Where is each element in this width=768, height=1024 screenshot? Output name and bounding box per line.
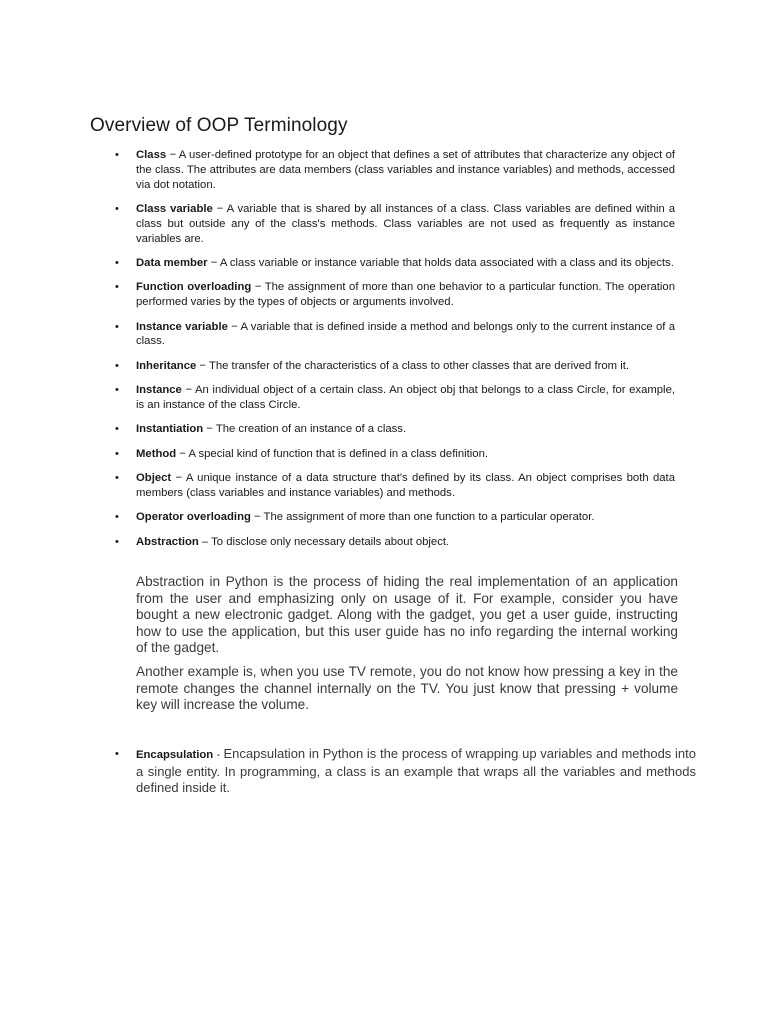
- term-name: Class: [136, 149, 167, 161]
- list-item-instance: [115, 383, 675, 413]
- term-name: Class variable: [136, 202, 213, 215]
- term-definition: An individual object of a certain class. An object obj that belongs to a class Circle, for example, is an instance of the class Circle.: [136, 384, 675, 411]
- list-item-instance-variable: [115, 320, 675, 350]
- bullet-icon: •: [115, 320, 119, 333]
- list-item-object: [115, 471, 675, 501]
- term-name: Instance: [136, 384, 182, 397]
- term-definition: The assignment of more than one behavior to a particular function. The operation performed varies by the types of objects or arguments involved.: [136, 281, 675, 309]
- term-separator: −: [227, 320, 241, 333]
- list-item-function-overloading: [115, 280, 675, 310]
- term-name: Operator overloading: [136, 511, 251, 524]
- bullet-icon: •: [115, 535, 119, 548]
- bullet-icon: •: [115, 511, 119, 524]
- bullet-icon: •: [115, 149, 119, 161]
- term-definition: A class variable or instance variable that holds data associated with a class and its objects.: [219, 256, 674, 269]
- term-separator: −: [196, 359, 209, 372]
- term-separator: –: [198, 535, 212, 548]
- list-item-operator-overloading: [115, 510, 675, 525]
- bullet-icon: •: [115, 281, 119, 294]
- bullet-icon: •: [115, 256, 119, 269]
- term-name: Method: [136, 447, 177, 460]
- term-definition: A special kind of function that is defined in a class definition.: [188, 447, 488, 460]
- term-name: Encapsulation: [136, 749, 214, 761]
- term-definition: The creation of an instance of a class.: [215, 423, 407, 436]
- term-name: Instantiation: [136, 423, 204, 436]
- list-item-class-variable: [115, 202, 675, 246]
- list-item-class: [115, 148, 675, 192]
- bullet-icon: •: [115, 423, 119, 436]
- list-item-instantiation: [115, 422, 675, 437]
- term-separator: −: [166, 149, 179, 161]
- list-item-inheritance: [115, 359, 675, 374]
- term-separator: −: [176, 447, 189, 460]
- bullet-icon: •: [115, 384, 119, 397]
- term-separator: −: [171, 472, 186, 485]
- term-separator: −: [181, 384, 196, 397]
- term-name: Inheritance: [136, 359, 197, 372]
- term-definition: To disclose only necessary details about object.: [211, 535, 450, 548]
- term-definition: A variable that is shared by all instances of a class. Class variables are defined within a class but outside any of the class's methods. Class variables are not used as frequently as instance variables are.: [136, 202, 675, 245]
- term-definition: A user-defined prototype for an object that defines a set of attributes that characterize any object of the class. The attributes are data members (class variables and instance variables) and methods, accessed via dot notation.: [136, 149, 675, 191]
- term-definition: The assignment of more than one function to a particular operator.: [263, 511, 595, 524]
- bullet-icon: •: [115, 748, 119, 760]
- term-name: Object: [136, 472, 172, 485]
- term-definition: A variable that is defined inside a method and belongs only to the current instance of a class.: [136, 320, 675, 348]
- term-separator: −: [207, 256, 220, 269]
- term-separator: -: [213, 749, 224, 761]
- term-separator: −: [203, 423, 216, 436]
- terminology-list: [115, 148, 675, 559]
- term-separator: −: [251, 281, 265, 294]
- abstraction-paragraph-1: Abstraction in Python is the process of hiding the real implementation of an application from the user and emphasizing only on usage of it. For example, consider you have bought a new electronic gadget. Along with the gadget, you get a user guide, instructing how to use the application, but this user guide has no info regarding the internal working of the gadget.: [136, 574, 678, 656]
- term-definition: A unique instance of a data structure that's defined by its class. An object comprises both data members (class variables and instance variables) and methods.: [136, 472, 675, 499]
- abstraction-paragraph-2: Another example is, when you use TV remote, you do not know how pressing a key in the remote changes the channel internally on the TV. You just know that pressing + volume key will increase the volume.: [136, 664, 678, 713]
- page-title: Overview of OOP Terminology: [90, 115, 348, 136]
- bullet-icon: •: [115, 472, 119, 485]
- bullet-icon: •: [115, 447, 119, 460]
- list-item-abstraction: [115, 535, 675, 550]
- term-name: Instance variable: [136, 320, 228, 333]
- term-name: Data member: [136, 256, 208, 269]
- bullet-icon: •: [115, 359, 119, 372]
- list-item-data-member: [115, 256, 675, 271]
- term-separator: −: [212, 202, 227, 215]
- term-definition: Encapsulation in Python is the process of wrapping up variables and methods into a single entity. In programming, a class is an example that wraps all the variables and methods defined inside it.: [136, 746, 696, 796]
- term-name: Abstraction: [136, 535, 199, 548]
- term-name: Function overloading: [136, 281, 252, 294]
- term-separator: −: [250, 511, 264, 524]
- bullet-icon: •: [115, 202, 119, 215]
- list-item-encapsulation: [115, 746, 696, 797]
- list-item-method: [115, 447, 675, 462]
- term-definition: The transfer of the characteristics of a class to other classes that are derived from it.: [208, 359, 630, 372]
